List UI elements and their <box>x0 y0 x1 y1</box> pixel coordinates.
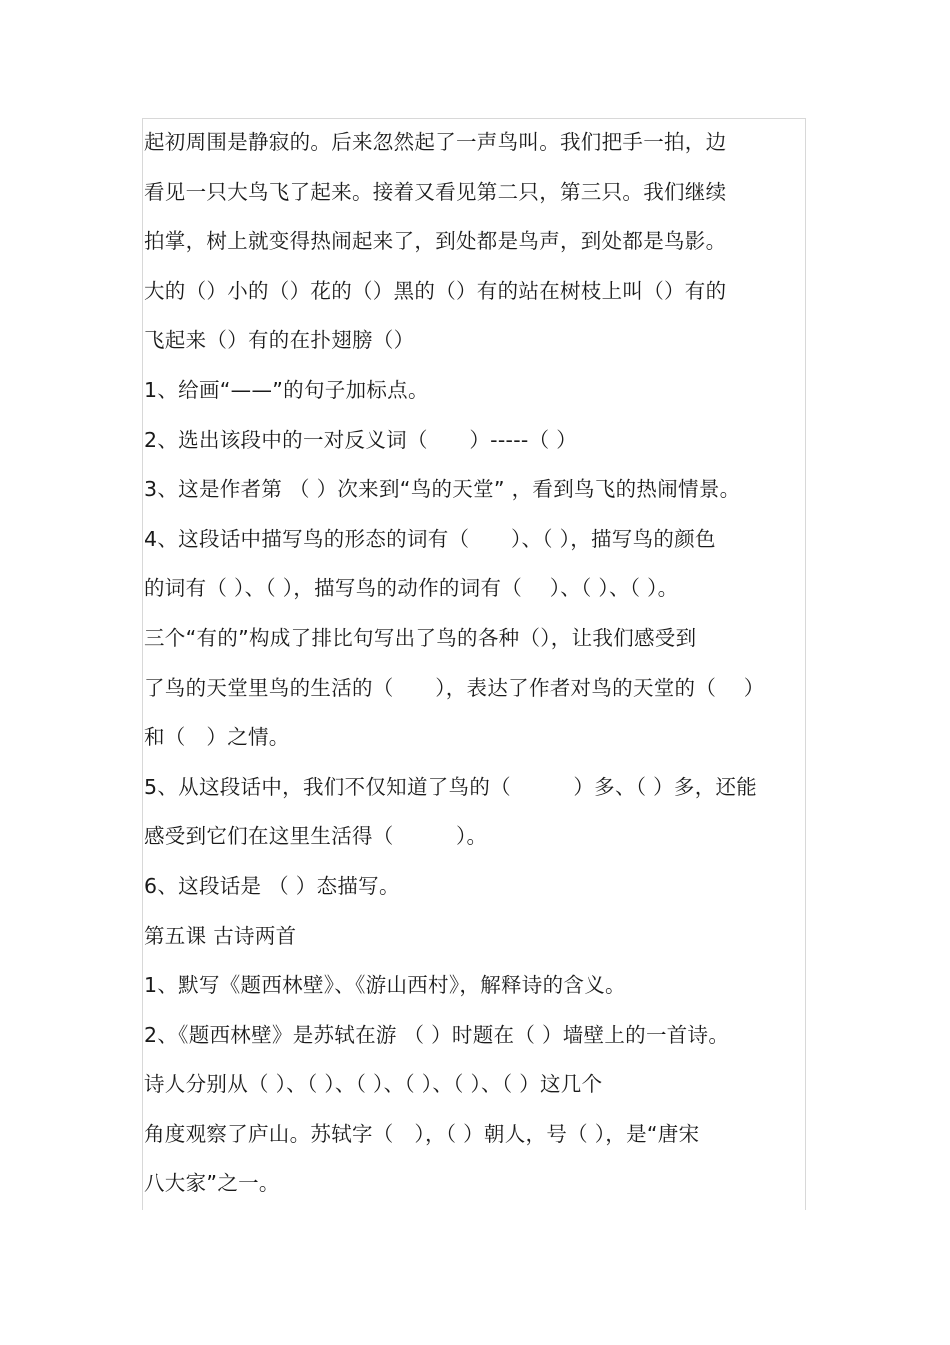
passage-line-3: 拍掌，树上就变得热闹起来了，到处都是鸟声，到处都是鸟影。 <box>144 229 727 254</box>
fill-blank-line-2: 飞起来（）有的在扑翅膀（） <box>144 328 415 353</box>
question-3: 3、这是作者第 （ ）次来到“鸟的天堂” ，看到鸟飞的热闹情景。 <box>144 477 741 502</box>
lesson5-question-1: 1、默写《题西林壁》、《游山西村》，解释诗的含义。 <box>144 973 626 998</box>
lesson5-question-2-line-3: 角度观察了庐山。苏轼字（ ），（ ）朝人，号（ ），是“唐宋 <box>144 1121 700 1146</box>
document-body <box>144 118 814 1209</box>
lesson5-question-2-line-4: 八大家”之一。 <box>144 1171 280 1196</box>
question-5-line-1: 5、从这段话中，我们不仅知道了鸟的（ ）多、（ ）多，还能 <box>144 774 758 799</box>
passage-line-2: 看见一只大鸟飞了起来。接着又看见第二只，第三只。我们继续 <box>144 179 727 204</box>
lesson5-question-2-line-1: 2、《题西林壁》是苏轼在游 （ ）时题在（ ）墙壁上的一首诗。 <box>144 1022 730 1047</box>
question-4-line-2: 的词有（ ）、（ ），描写鸟的动作的词有（ ）、（ ）、（ ）。 <box>144 576 679 601</box>
question-4-line-1: 4、这段话中描写鸟的形态的词有（ ）、（ ），描写鸟的颜色 <box>144 526 716 551</box>
question-2: 2、选出该段中的一对反义词（ ）-----（ ） <box>144 427 578 452</box>
question-1: 1、给画“——”的句子加标点。 <box>144 377 429 402</box>
lesson5-question-2-line-2: 诗人分别从（ ）、（ ）、（ ）、（ ）、（ ）、（ ）这几个 <box>144 1072 603 1097</box>
fill-blank-line-1: 大的（）小的（）花的（）黑的（）有的站在树枝上叫（）有的 <box>144 278 727 303</box>
lesson-heading: 第五课 古诗两首 <box>144 923 297 948</box>
passage-line-1: 起初周围是静寂的。后来忽然起了一声鸟叫。我们把手一拍，边 <box>144 130 727 154</box>
question-4-line-3: 三个“有的”构成了排比句写出了鸟的各种（），让我们感受到 <box>144 625 697 650</box>
question-6: 6、这段话是 （ ）态描写。 <box>144 873 400 898</box>
question-4-line-4: 了鸟的天堂里鸟的生活的（ ），表达了作者对鸟的天堂的（ ） <box>144 675 765 700</box>
question-4-line-5: 和（ ）之情。 <box>144 725 290 750</box>
question-5-line-2: 感受到它们在这里生活得（ ）。 <box>144 824 488 849</box>
